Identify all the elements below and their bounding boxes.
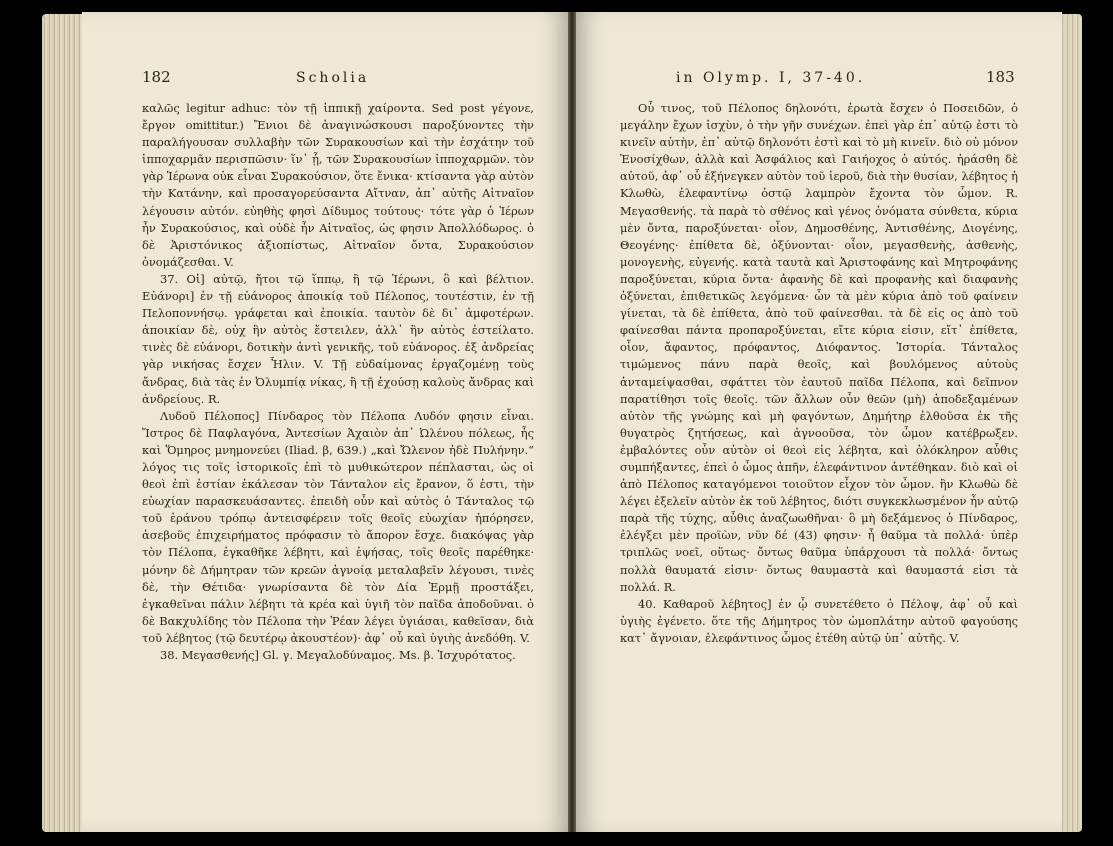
paragraph: 38. Μεγασθενής] Gl. γ. Μεγαλοδύναμος. Ms. β. Ἰσχυρότατος. [160, 648, 516, 662]
running-head: Scholia [296, 70, 370, 86]
book-gutter [568, 12, 576, 832]
running-head: in Olymp. I, 37-40. [676, 70, 866, 86]
right-page [572, 12, 1062, 832]
body-text [620, 100, 1018, 647]
page-edges-right [1060, 14, 1082, 832]
left-page [82, 12, 572, 832]
page-edges-left [42, 14, 86, 832]
open-book [42, 8, 1082, 836]
body-text [142, 100, 534, 664]
paragraph: καλῶς legitur adhuc: τὸν τῇ ἱππικῇ χαίροντα. Sed post γέγονε, ἔργον omittitur.) Ἔνιοι δὲ ἀναγινώσκουσι παροξύνοντες τὴν παραλήγουσαν συλλαβὴν τῶν Συρακουσίων καὶ τὴν ἐσχάτην τοῦ ἱπποχαρμᾶν περισπῶσιν· ἵν᾽ ᾖ, τῶν Συρακουσίων ἱπποχαρμῶν. τὸν γὰρ Ἱέρωνα οὐκ εἶναι Συρακούσιον, ὅτε ἔνικα· κτίσαντα γὰρ αὐτὸν τὴν Κατάνην, καὶ προσαγορεύσαντα Αἴτναν, ἀπ᾽ αὐτῆς Αἰτναῖον λέγουσιν αὐτόν. εὐηθὴς φησὶ Δίδυμος τούτους· τότε γὰρ ὁ Ἱέρων ἦν Συρακούσιος, καὶ οὐδὲ ἦν Αἰτναῖος, ὡς φησιν Ἀπολλόδωρος. ὁ δὲ Ἀριστόνικος ἀξιοπίστως, Αἰτναῖον ὄντα, Συρακούσιον ὀνομάζεσθαι. V. [142, 101, 534, 269]
paragraph: 40. Καθαροῦ λέβητος] ἐν ᾧ συνετέθετο ὁ Πέλοψ, ἀφ᾽ οὗ καὶ ὑγιὴς ἐγένετο. ὅτε τῆς Δήμητρος τὸν ὠμοπλάτην αὐτοῦ φαγούσης κατ᾽ ἄγνοιαν, ἐλεφάντινος ὦμος ἐτέθη αὐτῷ ὑπ᾽ αὐτῆς. V. [620, 596, 1018, 645]
paragraph: Οὗ τινος, τοῦ Πέλοπος δηλονότι, ἐρωτὰ ἔσχεν ὁ Ποσειδῶν, ὁ μεγάλην ἔχων ἰσχὺν, ὁ τὴν γῆν συνέχων. ἐπεὶ γὰρ ἐπ᾽ αὐτῷ ἐστι τὸ κινεῖν αὐτὴν, ἐπ᾽ αὐτῷ δηλονότι ἐστὶ καὶ τὸ μὴ κινεῖν. διὸ οὐ μόνον Ἐνοσίχθων, ἀλλὰ καὶ Ἀσφάλιος καὶ Γαιήοχος ὁ αὐτός. ἠράσθη δὲ αὐτοῦ, ἀφ᾽ οὗ ἐξήνεγκεν αὐτὸν τοῦ ἱεροῦ, διὰ τὴν θυσίαν, λέβητος ἡ Κλωθὼ, ἐλεφαντίνῳ ὀστῷ λαμπρὸν ἔχοντα τὸν ὦμον. R. Μεγασθενής. τὰ παρὰ τὸ σθένος καὶ γένος ὀνόματα σύνθετα, κύρια μὲν ὄντα, παροξύνεται· οἷον, Δημοσθένης, Ἀντισθένης, Διογένης, Θεογένης· ἐπίθετα δὲ, ὀξύνονται· οἷον, μεγασθενὴς, ἀσθενὴς, μονογενὴς, εὐγενής. κατὰ ταυτὰ καὶ Ἀριστοφάνης καὶ Μητροφάνης παροξύνεται, κύρια ὄντα· ἀφανὴς δὲ καὶ προφανὴς καὶ διαφανὴς ὀξύνεται, ἐπιθετικῶς λεγόμενα· ὧν τὰ μὲν κύρια ἀπὸ τοῦ φαίνειν γίνεται, τὰ δὲ ἐπίθετα, ἀπὸ τοῦ φαίνεσθαι. τὰ δὲ εἰς ος ἀπὸ τοῦ φαίνεσθαι πάντα προπαροξύνεται, εἴτε κύρια εἰσιν, εἴτ᾽ ἐπίθετα, οἷον, ἄφαντος, πρόφαντος, Διόφαντος. Ἱστορία. Τάνταλος τιμώμενος πάνυ παρὰ θεοῖς, καὶ βουλόμενος αὐτοὺς ἀνταμείψασθαι, σφάττει τὸν ἑαυτοῦ παῖδα Πέλοπα, καὶ δεῖπνον παρατίθησι τοῖς θεοῖς. τῶν ἄλλων οὖν θεῶν (μὴ) ἀποδεξαμένων αὐτὸν τῆς γνώμης καὶ μὴ φαγόντων, Δημήτηρ ἐλθοῦσα ἐκ τῆς θυγατρὸς ζητήσεως, καὶ ἀγνοοῦσα, τὸν ὦμον κατέβρωξεν. ἐμβαλόντες οὖν αὐτὸν οἱ θεοὶ εἰς λέβητα, καὶ ὁλόκληρον αὖθις συμπήξαντες, ἐπεὶ ὁ ὦμος ἀπῆν, ἐλεφάντινον ἀντέθηκαν. διὸ καὶ οἱ ἀπὸ Πέλοπος καταγόμενοι τοιοῦτον εἶχον τὸν ὦμον. ἢν Κλωθὼ δὲ λέγει ἐξελεῖν αὐτὸν ἐκ τοῦ λέβητος, διότι συγκεκλωσμένον ἦν αὐτῷ παρὰ τῆς τύχης, αὖθις ἀναζωωθῆναι· ὃ μὴ δεξάμενος ὁ Πίνδαρος, ἐλέγξει μὲν προϊὼν, νῦν δέ (43) φησιν· ἦ θαῦμα τὰ πολλά· ὑπὲρ τριπλῶς νοεῖ, οὕτως· ὄντως θαῦμα ὑπάρχουσι τὰ πολλά· ὄντως πολλὰ θαυματά εἰσιν· ὄντως θαυμαστὰ καὶ θαυμαστά εἰσι τὰ πολλά. R. [620, 101, 1018, 594]
paragraph: 37. Οἱ] αὐτῷ, ἤτοι τῷ ἵππῳ, ἢ τῷ Ἱέρωνι, ὃ καὶ βέλτιον. Εὐάνορι] ἐν τῇ εὐάνορος ἀποικίᾳ τοῦ Πέλοπος, τουτέστιν, ἐν τῇ Πελοποννήσῳ. γράφεται καὶ ἐποικία. ταυτὸν δὲ δι᾽ ἀμφοτέρων. ἀποικίαν δὲ, οὐχ ἣν αὐτὸς ἔστειλεν, ἀλλ᾽ ἣν αὐτὸς ἐστείλατο. τινὲς δὲ εὐάνορι, δοτικὴν ἀντὶ γενικῆς, τοῦ εὐάνορος. ἐξ ἀνδρείας γὰρ νικήσας ἔσχεν Ἦλιν. V. Τῇ εὐδαίμονας ἐργαζομένῃ τοὺς ἄνδρας, διὰ τὰς ἐν Ὀλυμπίᾳ νίκας, ἢ τῇ ἐχούσῃ καλοὺς ἄνδρας καὶ ἀνδρείους. R. [142, 271, 534, 406]
paragraph: Λυδοῦ Πέλοπος] Πίνδαρος τὸν Πέλοπα Λυδόν φησιν εἶναι. Ἴστρος δὲ Παφλαγόνα, Ἀντεσίων Ἀχαιὸν ἀπ᾽ Ὠλένου πόλεως, ἧς καὶ Ὅμηρος μνημονεύει (Iliad. β, 639.) „καὶ Ὤλενον ἠδὲ Πυλήνην.“ λόγος τις τοῖς ἱστορικοῖς ἐπὶ τὸ μυθικώτερον πέπλασται, ὡς οἱ θεοὶ ἐπὶ ἑστίαν ἐκάλεσαν τὸν Τάνταλον εἰς ἔρανον, ὅ ἐστι, τὴν εὐωχίαν παρασκευάσαντες. ἐπειδὴ οὖν καὶ αὐτὸς ὁ Τάνταλος τῷ τοῦ ἐράνου τρόπῳ ἀντεισφέρειν τοῖς θεοῖς εὐωχίαν ἠπόρησεν, ἀσεβοῦς ἐπιχειρήματος πρόφασιν τὸ ἄπορον ἔσχε. διακόψας γὰρ τὸν Πέλοπα, ἐγκαθῆκε λέβητι, καὶ ἑψήσας, τοῖς θεοῖς παρέθηκε· μόνην δὲ Δήμητραν τῶν κρεῶν ἀγνοίᾳ μεταλαβεῖν λέγουσι, τινὲς δὲ, τὴν Θέτιδα· γνωρίσαντα δὲ τὸν Δία Ἑρμῇ προστάξει, ἐγκαθεῖναι πάλιν λέβητι τὰ κρέα καὶ ὑγιῆ τὸν παῖδα ἀποδοῦναι. ὁ δὲ Βακχυλίδης τὸν Πέλοπα τὴν Ῥέαν λέγει ὑγιάσαι, καθεῖσαν, διὰ τοῦ λέβητος (τῷ δευτέρῳ ἀκουστέον)· ἀφ᾽ οὗ καὶ ὑγιὴς ἀνεδόθη. V. [142, 408, 534, 645]
page-number: 183 [986, 68, 1015, 86]
page-number: 182 [142, 68, 171, 86]
